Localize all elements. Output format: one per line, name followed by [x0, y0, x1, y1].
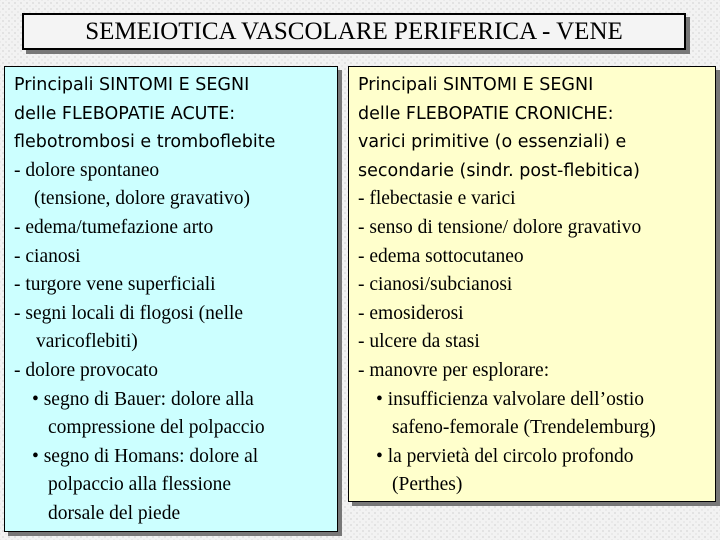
sign-bullet-continuation: dorsale del piede [48, 502, 181, 524]
symptom-item-continuation: varicoflebiti) [36, 331, 138, 353]
acute-heading-line: Principali SINTOMI E SEGNI [14, 75, 250, 95]
symptom-item: - edema/tumefazione arto [14, 216, 214, 238]
chronic-heading-line: Principali SINTOMI E SEGNI [358, 75, 594, 95]
maneuver-bullet: • insufficienza valvolare dell’ostio [376, 388, 645, 410]
symptom-item: - segni locali di flogosi (nelle [14, 302, 244, 324]
symptom-item: - cianosi/subcianosi [358, 274, 513, 296]
symptom-item: - ulcere da stasi [358, 331, 480, 353]
sign-bullet: • segno di Bauer: dolore alla [32, 388, 254, 410]
symptom-item: - turgore vene superficiali [14, 274, 216, 296]
symptom-item: - edema sottocutaneo [358, 245, 524, 267]
maneuver-bullet-continuation: (Perthes) [392, 474, 463, 496]
symptom-item: - senso di tensione/ dolore gravativo [358, 216, 642, 238]
symptom-item: - cianosi [14, 245, 81, 267]
sign-bullet: • segno di Homans: dolore al [32, 445, 259, 467]
acute-heading-line: flebotrombosi e tromboflebite [14, 132, 276, 153]
chronic-heading-line: secondarie (sindr. post-flebitica) [358, 160, 641, 181]
slide-title: SEMEIOTICA VASCOLARE PERIFERICA - VENE [22, 13, 686, 50]
symptom-item-continuation: (tensione, dolore gravativo) [34, 188, 251, 210]
sign-bullet-continuation: compressione del polpaccio [48, 417, 265, 439]
acute-heading-line: delle FLEBOPATIE ACUTE: [14, 103, 236, 124]
symptom-item: - flebectasie e varici [358, 188, 516, 210]
symptom-item: - dolore provocato [14, 359, 159, 381]
chronic-heading-line: delle FLEBOPATIE CRONICHE: [358, 103, 614, 124]
maneuver-bullet-continuation: safeno-femorale (Trendelemburg) [392, 417, 656, 439]
sign-bullet-continuation: polpaccio alla flessione [48, 474, 232, 496]
symptom-item: - dolore spontaneo [14, 159, 160, 181]
chronic-phlebopathies-panel [348, 66, 716, 502]
maneuver-bullet: • la pervietà del circolo profondo [376, 445, 634, 467]
chronic-heading-line: varici primitive (o essenziali) e [358, 132, 627, 153]
acute-phlebopathies-panel [4, 66, 338, 532]
symptom-item: - manovre per esplorare: [358, 359, 550, 381]
symptom-item: - emosiderosi [358, 302, 464, 324]
